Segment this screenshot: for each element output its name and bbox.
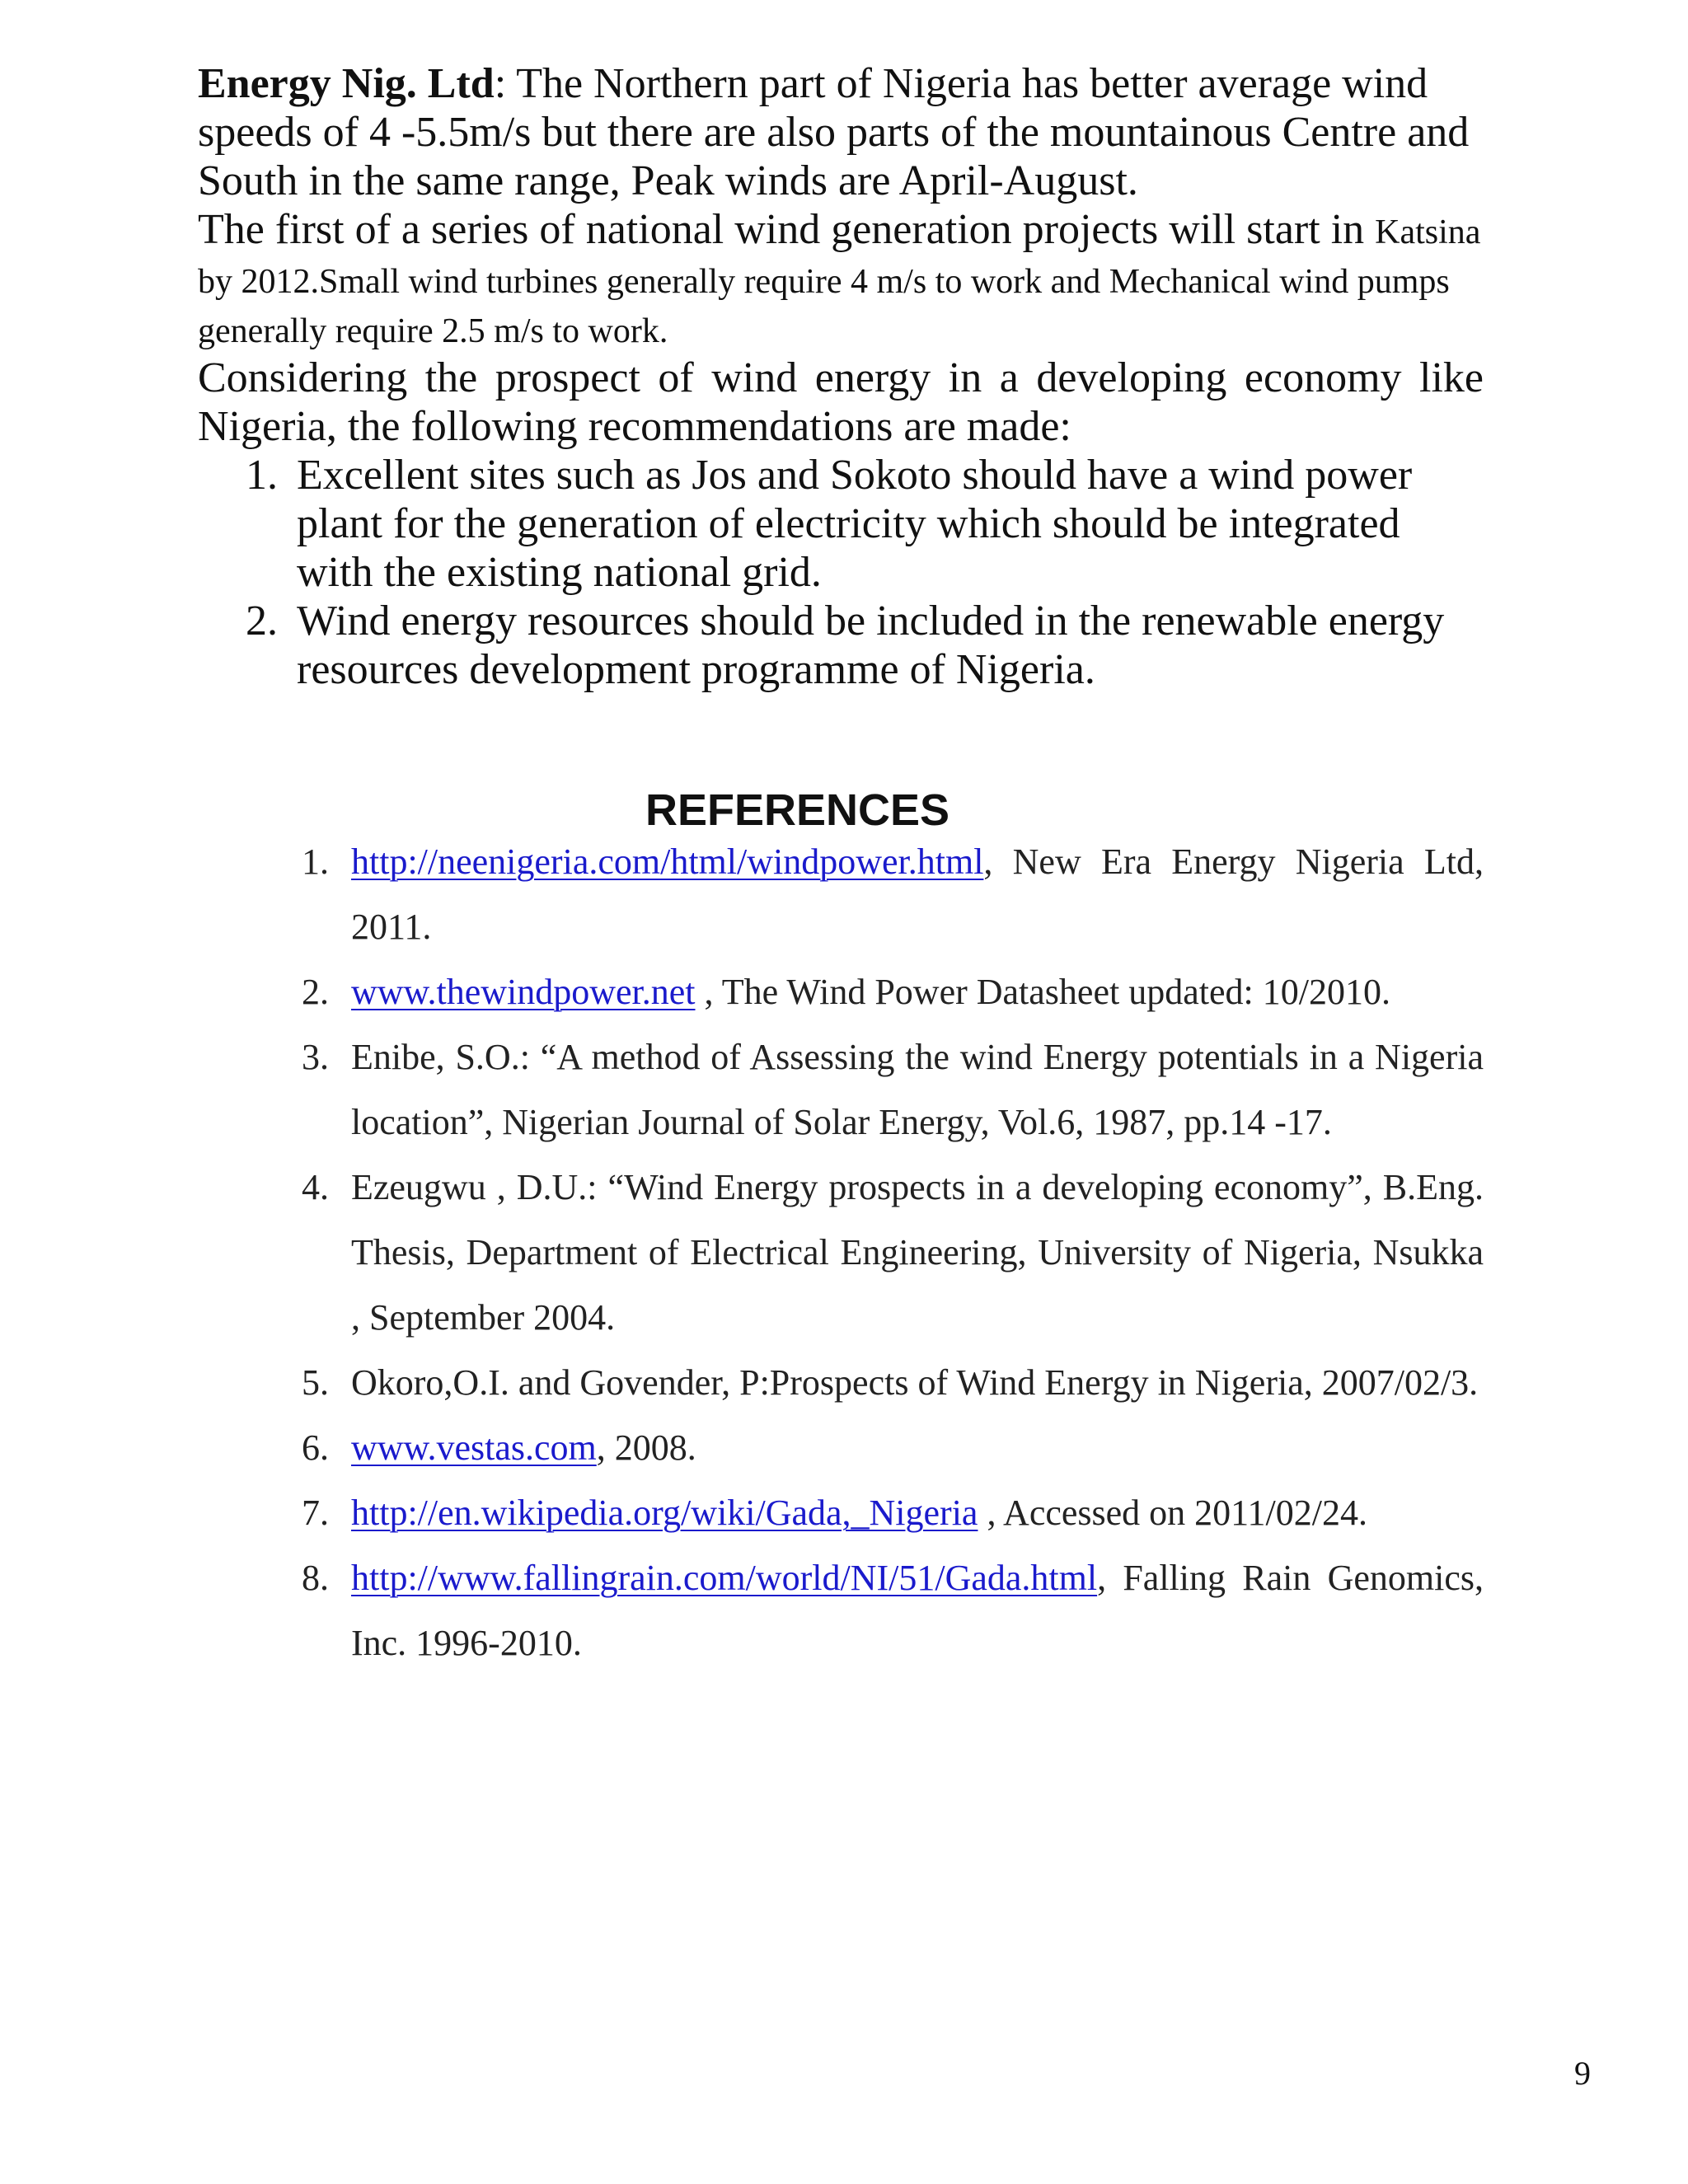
references-section <box>302 829 1484 1675</box>
recommendation-item <box>198 597 1484 694</box>
reference-number: 3. <box>302 1037 329 1077</box>
references-heading: REFERENCES <box>645 785 950 835</box>
paragraph-text-small: Katsina by 2012.Small wind turbines generally require 4 m/s to work and Mechanical wind pumps generally require 2.5 m/s to work. <box>198 213 1481 350</box>
reference-link[interactable]: www.vestas.com <box>351 1427 597 1468</box>
reference-item <box>302 1480 1484 1545</box>
body-text <box>198 59 1484 694</box>
bold-lead: Energy Nig. Ltd <box>198 60 495 107</box>
paragraph-energy-nig <box>198 59 1484 205</box>
reference-number: 1. <box>302 841 329 882</box>
reference-link[interactable]: http://www.fallingrain.com/world/NI/51/Gada.html <box>351 1558 1098 1598</box>
reference-number: 6. <box>302 1427 329 1468</box>
reference-item <box>302 959 1484 1024</box>
reference-item <box>302 1024 1484 1155</box>
reference-link[interactable]: http://en.wikipedia.org/wiki/Gada,_Nigeria <box>351 1493 978 1533</box>
reference-text: Okoro,O.I. and Govender, P:Prospects of Wind Energy in Nigeria, 2007/02/3. <box>351 1362 1479 1403</box>
paragraph-text: : The Northern part of Nigeria has better average wind speeds of 4 -5.5m/s but there are also parts of the mountainous Centre and South in the same range, Peak winds are April-August. <box>198 60 1470 204</box>
list-number: 2. <box>246 598 278 644</box>
reference-number: 8. <box>302 1558 329 1598</box>
reference-text: Ezeugwu , D.U.: “Wind Energy prospects in a developing economy”, B.Eng. Thesis, Department of Electrical Engineering, University of Nigeria, Nsukka , September 2004. <box>351 1167 1484 1338</box>
page-number: 9 <box>1574 2055 1591 2092</box>
reference-number: 4. <box>302 1167 329 1207</box>
reference-link[interactable]: www.thewindpower.net <box>351 972 696 1012</box>
paragraph-national-projects <box>198 205 1484 354</box>
reference-item <box>302 1545 1484 1675</box>
reference-text: , Accessed on 2011/02/24. <box>978 1493 1367 1533</box>
recommendation-text: Wind energy resources should be included in the renewable energy resources development programme of Nigeria. <box>297 598 1445 693</box>
reference-item <box>302 829 1484 959</box>
reference-text: , 2008. <box>596 1427 696 1468</box>
recommendation-text: Excellent sites such as Jos and Sokoto should have a wind power plant for the generation of electricity which should be integrated with the existing national grid. <box>297 452 1413 596</box>
references-list <box>302 829 1484 1675</box>
reference-item <box>302 1350 1484 1415</box>
reference-text: , The Wind Power Datasheet updated: 10/2010. <box>695 972 1390 1012</box>
paragraph-considering: Considering the prospect of wind energy in a developing economy like Nigeria, the following recommendations are made: <box>198 354 1484 450</box>
reference-text: Enibe, S.O.: “A method of Assessing the wind Energy potentials in a Nigeria location”, Nigerian Journal of Solar Energy, Vol.6, 1987, pp.14 -17. <box>351 1037 1484 1142</box>
reference-item <box>302 1155 1484 1350</box>
reference-number: 5. <box>302 1362 329 1403</box>
list-number: 1. <box>246 452 278 499</box>
reference-text: , New Era Energy Nigeria Ltd, 2011. <box>351 841 1484 947</box>
reference-number: 2. <box>302 972 329 1012</box>
reference-item <box>302 1415 1484 1480</box>
recommendations-list <box>198 451 1484 694</box>
paragraph-text-large: The first of a series of national wind generation projects will start in <box>198 206 1376 253</box>
reference-number: 7. <box>302 1493 329 1533</box>
recommendation-item <box>198 451 1484 597</box>
reference-link[interactable]: http://neenigeria.com/html/windpower.html <box>351 841 984 882</box>
reference-text: , Falling Rain Genomics, Inc. 1996-2010. <box>351 1558 1484 1663</box>
